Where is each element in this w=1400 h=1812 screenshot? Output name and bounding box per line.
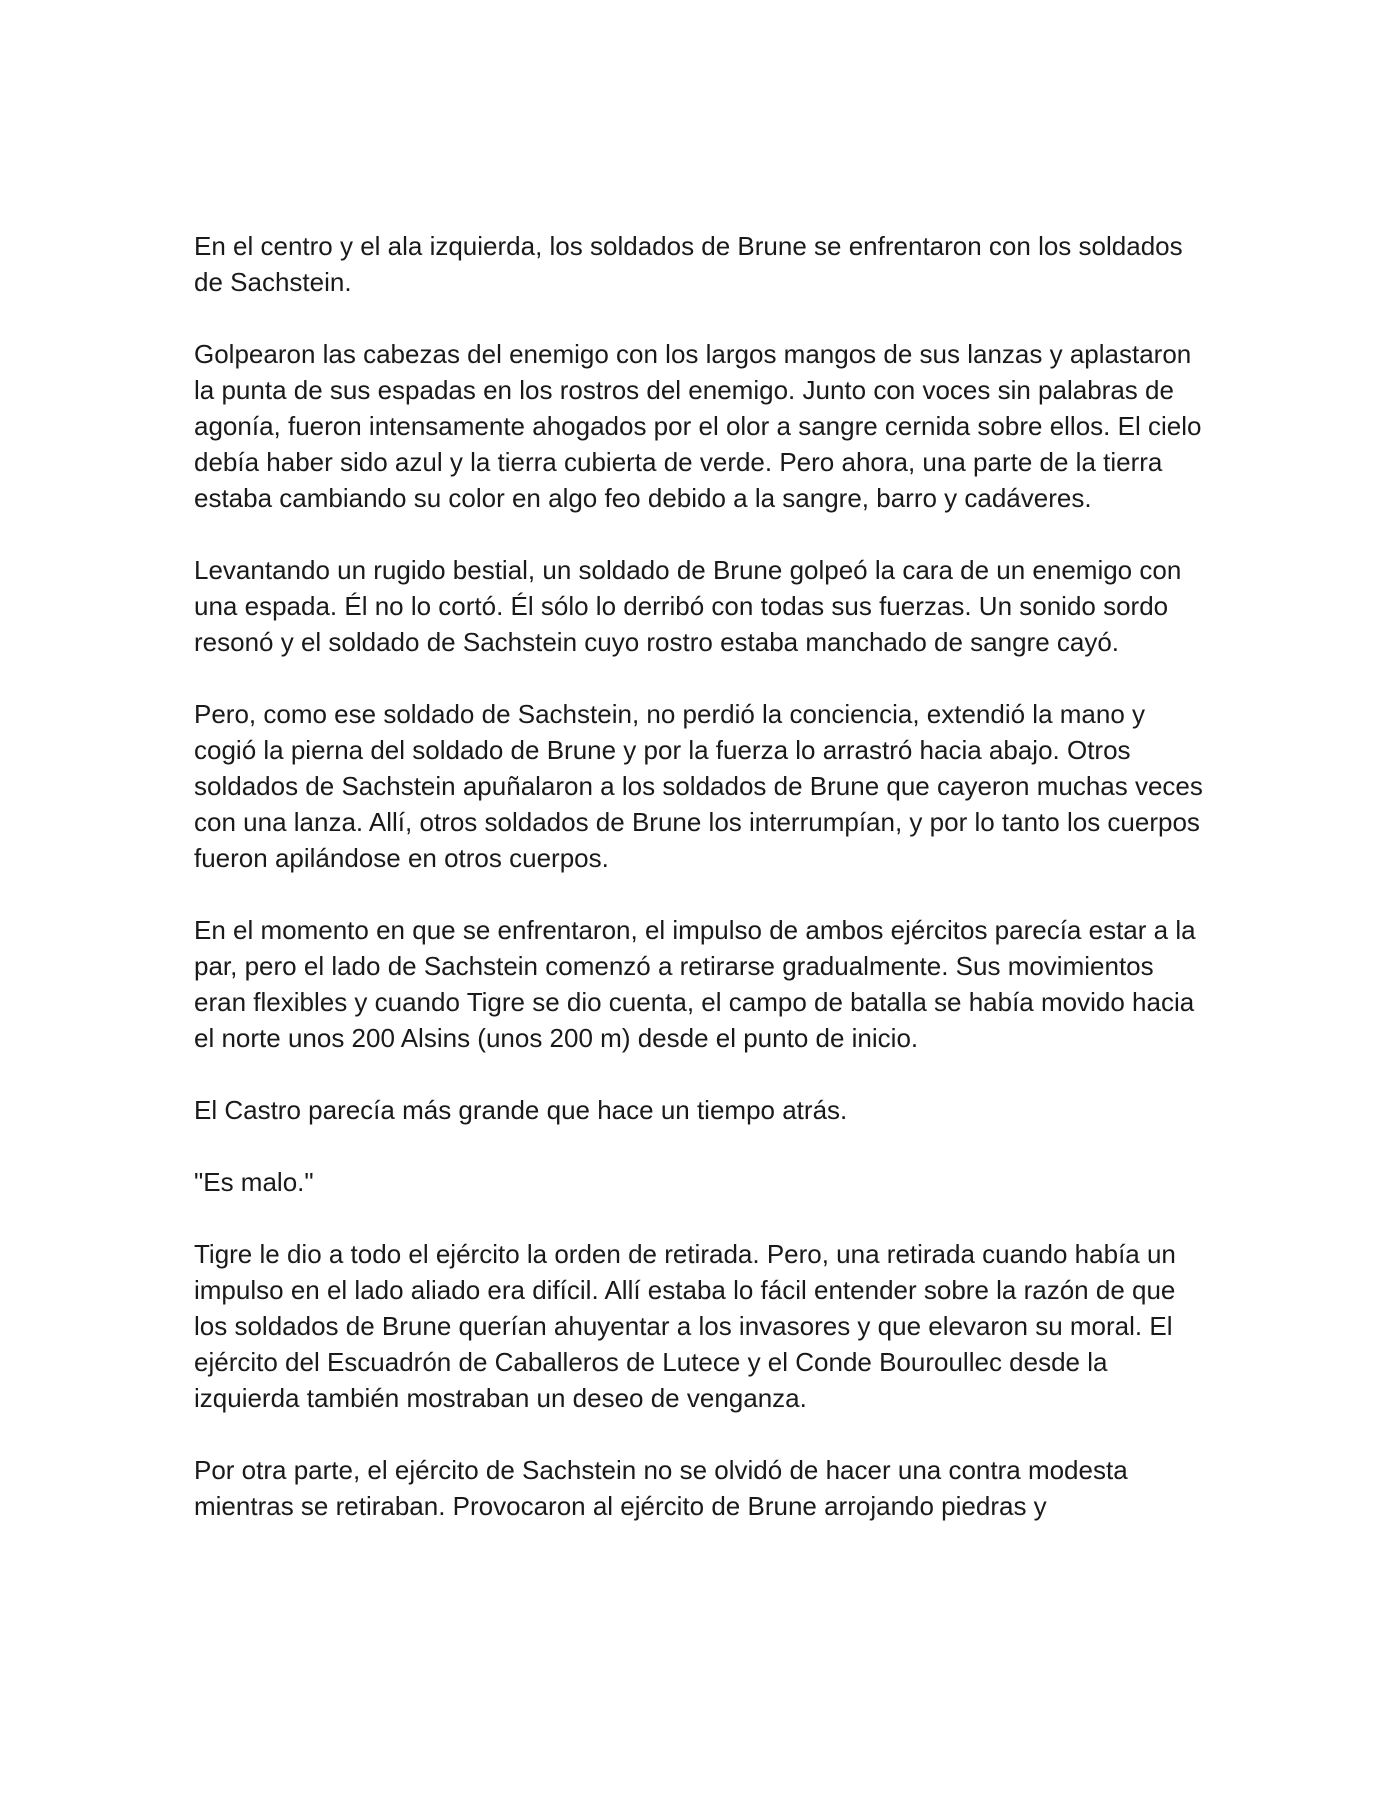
paragraph-3: Levantando un rugido bestial, un soldado de Brune golpeó la cara de un enemigo con una espada. Él no lo cortó. Él sólo lo derribó con todas sus fuerzas. Un sonido sordo resonó y el soldado de Sachstein cuyo rostro estaba manchado de sangre cayó.: [194, 555, 1182, 657]
paragraph-6: El Castro parecía más grande que hace un tiempo atrás.: [194, 1095, 848, 1125]
paragraph-5: En el momento en que se enfrentaron, el impulso de ambos ejércitos parecía estar a la par, pero el lado de Sachstein comenzó a retirarse gradualmente. Sus movimientos eran flexibles y cuando Tigre se dio cuenta, el campo de batalla se había movido hacia el norte unos 200 Alsins (unos 200 m) desde el punto de inicio.: [194, 915, 1196, 1053]
document-body: [194, 228, 1210, 1524]
paragraph-8: Tigre le dio a todo el ejército la orden de retirada. Pero, una retirada cuando había un impulso en el lado aliado era difícil. Allí estaba lo fácil entender sobre la razón de que los soldados de Brune querían ahuyentar a los invasores y que elevaron su moral. El ejército del Escuadrón de Caballeros de Lutece y el Conde Bouroullec desde la izquierda también mostraban un deseo de venganza.: [194, 1239, 1176, 1413]
paragraph-4: Pero, como ese soldado de Sachstein, no perdió la conciencia, extendió la mano y cogió la pierna del soldado de Brune y por la fuerza lo arrastró hacia abajo. Otros soldados de Sachstein apuñalaron a los soldados de Brune que cayeron muchas veces con una lanza. Allí, otros soldados de Brune los interrumpían, y por lo tanto los cuerpos fueron apilándose en otros cuerpos.: [194, 699, 1203, 873]
paragraph-1: En el centro y el ala izquierda, los soldados de Brune se enfrentaron con los soldados de Sachstein.: [194, 231, 1183, 297]
paragraph-2: Golpearon las cabezas del enemigo con los largos mangos de sus lanzas y aplastaron la punta de sus espadas en los rostros del enemigo. Junto con voces sin palabras de agonía, fueron intensamente ahogados por el olor a sangre cernida sobre ellos. El cielo debía haber sido azul y la tierra cubierta de verde. Pero ahora, una parte de la tierra estaba cambiando su color en algo feo debido a la sangre, barro y cadáveres.: [194, 339, 1202, 513]
paragraph-7: "Es malo.": [194, 1167, 314, 1197]
paragraph-9: Por otra parte, el ejército de Sachstein no se olvidó de hacer una contra modesta mientras se retiraban. Provocaron al ejército de Brune arrojando piedras y: [194, 1455, 1128, 1521]
